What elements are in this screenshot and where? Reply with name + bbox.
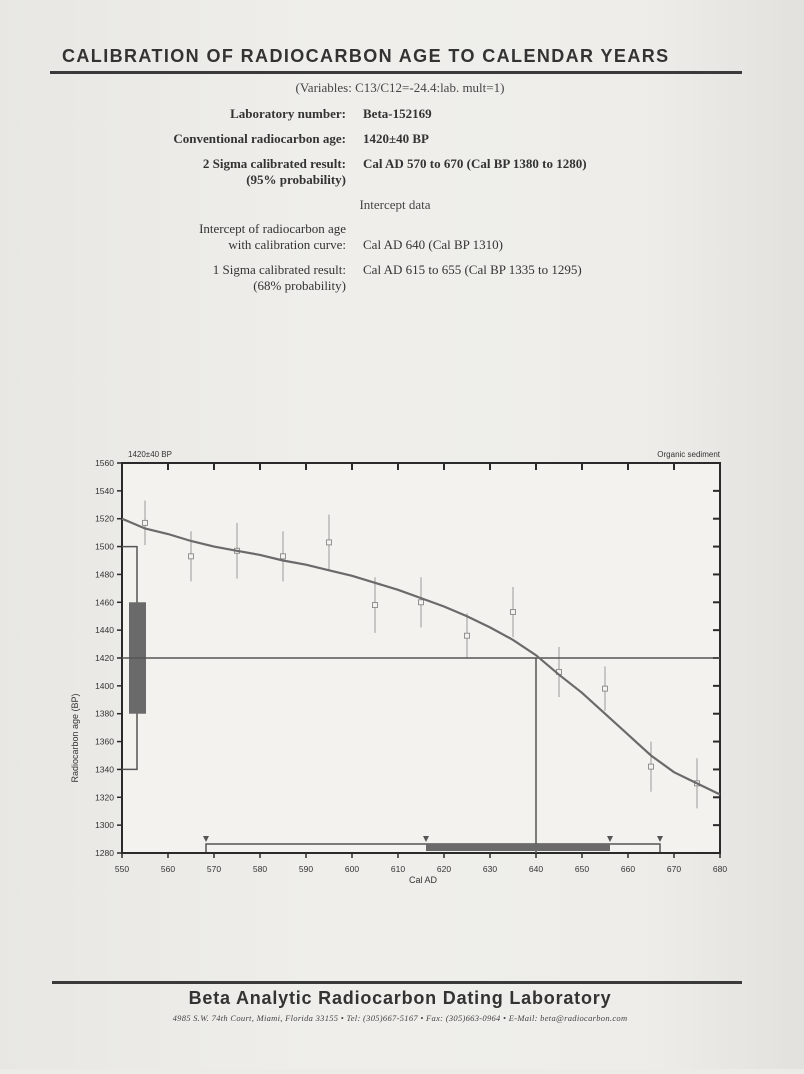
measurement-point [189, 554, 194, 559]
sigma2-value: Cal AD 570 to 670 (Cal BP 1380 to 1280) [363, 156, 587, 171]
sigma1-value: Cal AD 615 to 655 (Cal BP 1335 to 1295) [363, 262, 582, 277]
measurement-point [373, 603, 378, 608]
conventional-age-value: 1420±40 BP [363, 131, 429, 146]
intercept-value: Cal AD 640 (Cal BP 1310) [363, 237, 503, 252]
x-tick-label: 590 [298, 864, 314, 874]
lab-name: Beta Analytic Radiocarbon Dating Laboratory [188, 988, 612, 1008]
intercept-label-line1: Intercept of radiocarbon age [199, 221, 346, 236]
x-tick-label: 560 [160, 864, 176, 874]
sigma2-probability: (95% probability) [246, 172, 346, 187]
x-tick-label: 610 [390, 864, 406, 874]
measurement-point [649, 764, 654, 769]
y-tick-label: 1480 [95, 569, 114, 580]
y-tick-label: 1320 [95, 792, 114, 803]
measurement-point [327, 540, 332, 545]
y-axis-title: Radiocarbon age (BP) [70, 693, 80, 783]
lab-number-label: Laboratory number: [230, 106, 346, 121]
y-tick-label: 1280 [95, 848, 114, 858]
measurement-point [465, 633, 470, 638]
calibrated-1sigma-bar [426, 844, 610, 851]
x-tick-label: 600 [344, 864, 360, 874]
x-tick-label: 670 [666, 864, 682, 874]
y-tick-label: 1560 [95, 458, 114, 468]
y-tick-label: 1360 [95, 736, 114, 747]
y-tick-label: 1420 [95, 653, 114, 663]
x-tick-label: 620 [436, 864, 452, 874]
x-tick-label: 630 [482, 864, 498, 874]
page-title: CALIBRATION OF RADIOCARBON AGE TO CALENDAR YEARS [62, 46, 670, 66]
footer-divider [52, 981, 742, 984]
measurement-point [603, 686, 608, 691]
measurement-point [281, 554, 286, 559]
sigma1-label: 1 Sigma calibrated result: [212, 262, 346, 277]
y-tick-label: 1460 [95, 597, 114, 608]
y-tick-label: 1500 [95, 541, 114, 552]
sigma1-probability: (68% probability) [253, 278, 346, 293]
y-tick-label: 1300 [95, 820, 114, 831]
lab-number-value: Beta-152169 [363, 106, 432, 121]
measurement-point [511, 610, 516, 615]
lab-address: 4985 S.W. 74th Court, Miami, Florida 33155 • Tel: (305)667-5167 • Fax: (305)663-0964 • E-Mail: beta@radiocarbon.com [172, 1013, 628, 1023]
y-tick-label: 1440 [95, 625, 114, 636]
x-tick-label: 640 [528, 864, 544, 874]
x-axis-title: Cal AD [408, 875, 438, 885]
y-tick-label: 1400 [95, 680, 114, 691]
intercept-heading: Intercept data [359, 197, 431, 212]
chart-material: Organic sediment [657, 450, 720, 459]
y-tick-label: 1380 [95, 708, 114, 719]
measurement-point [143, 520, 148, 525]
x-tick-label: 650 [574, 864, 590, 874]
x-tick-label: 550 [114, 864, 130, 874]
x-tick-label: 570 [206, 864, 222, 874]
variables-note: (Variables: C13/C12=-24.4:lab. mult=1) [295, 80, 505, 95]
chart-sample-age: 1420±40 BP [128, 450, 172, 459]
y-tick-label: 1540 [95, 485, 114, 496]
sigma2-label: 2 Sigma calibrated result: [202, 156, 346, 171]
x-tick-label: 580 [252, 864, 268, 874]
x-tick-label: 660 [620, 864, 636, 874]
y-tick-label: 1520 [95, 513, 114, 524]
conventional-age-label: Conventional radiocarbon age: [173, 131, 346, 146]
x-tick-label: 680 [712, 864, 728, 874]
y-tick-label: 1340 [95, 764, 114, 775]
measurement-point [419, 600, 424, 605]
intercept-label-line2: with calibration curve: [228, 237, 346, 252]
